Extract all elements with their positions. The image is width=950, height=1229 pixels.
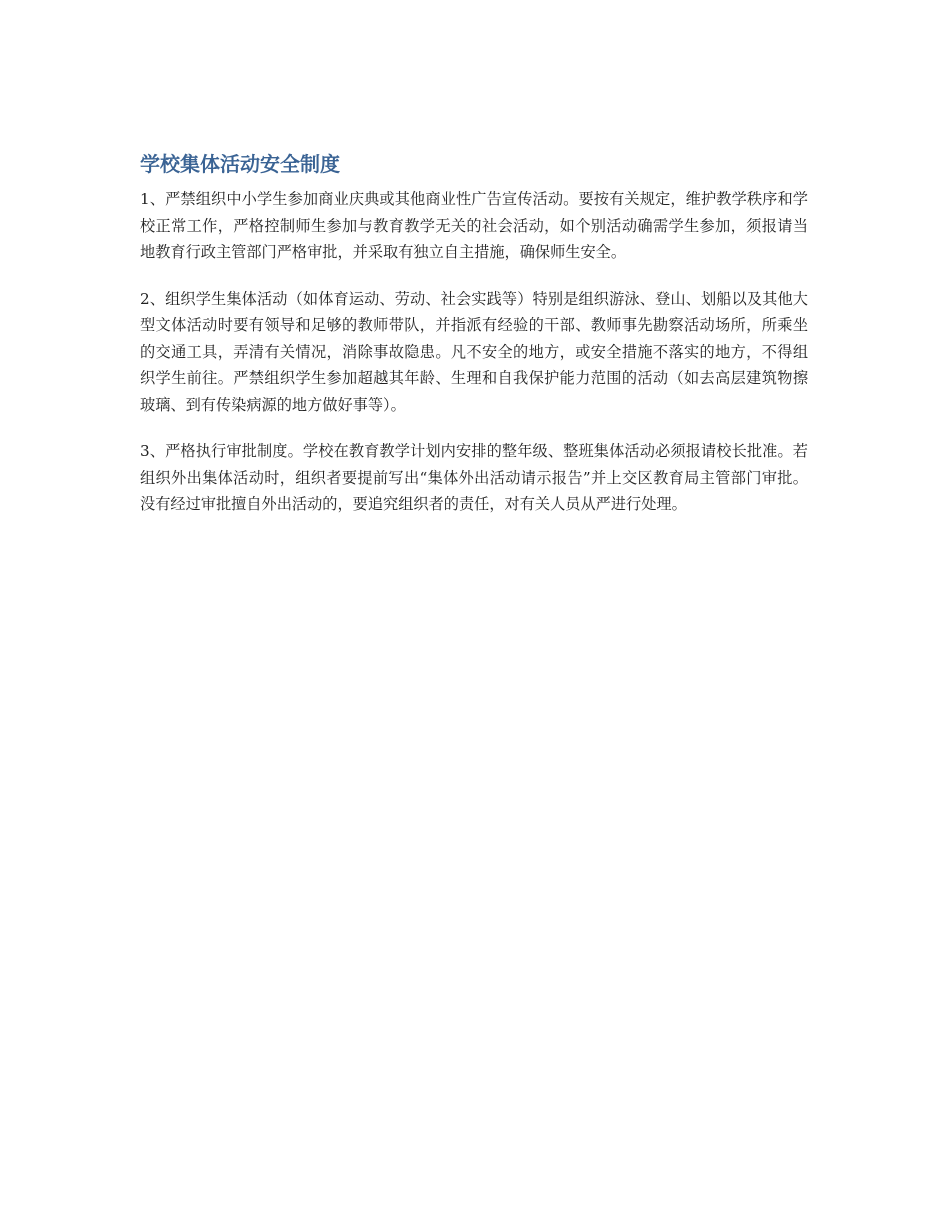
paragraph-1: 1、严禁组织中小学生参加商业庆典或其他商业性广告宣传活动。要按有关规定，维护教学秩序和学校正常工作，严格控制师生参加与教育教学无关的社会活动，如个别活动确需学生参加，须报请当地教育行政主管部门严格审批，并采取有独立自主措施，确保师生安全。	[140, 190, 808, 261]
paragraph-2: 2、组织学生集体活动（如体育运动、劳动、社会实践等）特别是组织游泳、登山、划船以及其他大型文体活动时要有领导和足够的教师带队，并指派有经验的干部、教师事先勘察活动场所，所乘坐的交通工具，弄清有关情况，消除事故隐患。凡不安全的地方，或安全措施不落实的地方，不得组织学生前往。严禁组织学生参加超越其年龄、生理和自我保护能力范围的活动（如去高层建筑物擦玻璃、到有传染病源的地方做好事等）。	[140, 289, 808, 414]
document-title: 学校集体活动安全制度	[140, 152, 340, 176]
document-page	[140, 148, 808, 538]
paragraph-3: 3、严格执行审批制度。学校在教育教学计划内安排的整年级、整班集体活动必须报请校长批准。若组织外出集体活动时，组织者要提前写出“集体外出活动请示报告”并上交区教育局主管部门审批。没有经过审批擅自外出活动的，要追究组织者的责任，对有关人员从严进行处理。	[140, 442, 808, 513]
